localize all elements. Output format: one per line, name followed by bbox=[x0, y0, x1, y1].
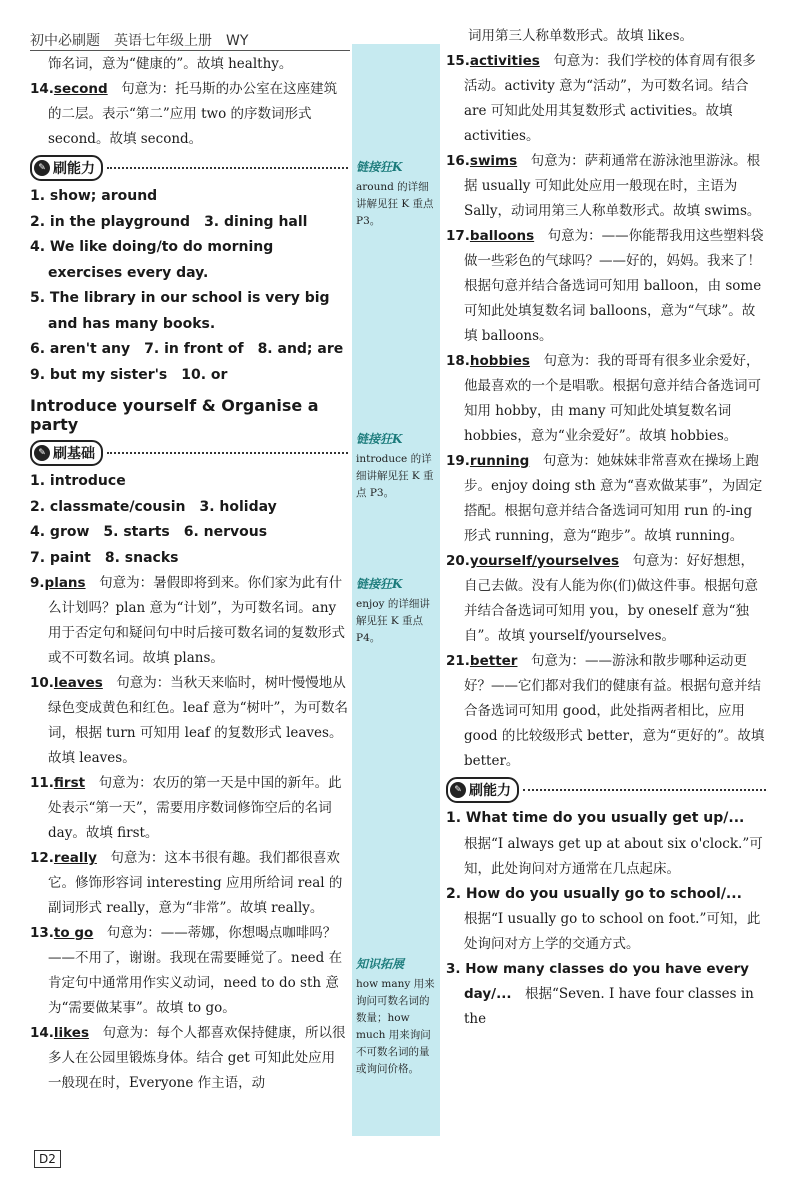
explanation: 句意为：托马斯的办公室在这座建筑的二层。表示“第二”应用 two 的序数词形式 second。故填 second。 bbox=[48, 81, 338, 147]
explanation: 句意为：农历的第一天是中国的新年。此处表示“第一天”，需要用序数词修饰空后的名词 day。故填 first。 bbox=[48, 775, 342, 841]
section-title: 刷能力 bbox=[53, 161, 95, 177]
left-column bbox=[30, 52, 348, 1096]
note-body: enjoy 的详细讲解见狂 K 重点 P4。 bbox=[356, 598, 430, 644]
answer-word: running bbox=[469, 453, 530, 469]
item-number: 16. bbox=[446, 153, 470, 169]
header-divider bbox=[30, 50, 350, 51]
explanation: 根据“I always get up at about six o'clock.”可知，此处询问对方通常在几点起床。 bbox=[464, 835, 763, 877]
explanation: 句意为：——游泳和散步哪种运动更好？——它们都对我们的健康有益。根据句意并结合备选词可知用 good，此处指两者相比，应用 good 的比较级形式 better，意为“更好的”。故填 better。 bbox=[464, 653, 765, 769]
item-number: 12. bbox=[30, 850, 54, 866]
note-title: 链接狂K bbox=[356, 432, 403, 446]
answer-line: 5. The library in our school is very big and has many books. bbox=[30, 290, 330, 332]
continued-text: 饰名词，意为“健康的”。故填 healthy。 bbox=[48, 56, 293, 72]
answer-word: first bbox=[53, 775, 86, 791]
continued-text: 词用第三人称单数形式。故填 likes。 bbox=[468, 28, 694, 44]
answer-word: plans bbox=[44, 575, 86, 591]
side-note bbox=[356, 430, 438, 502]
note-body: how many 用来询问可数名词的数量；how much 用来询问不可数名词的量或询问价格。 bbox=[356, 978, 435, 1075]
pen-icon: ✎ bbox=[450, 782, 466, 798]
answer-item bbox=[30, 1021, 348, 1096]
answer-word: balloons bbox=[469, 228, 535, 244]
explanation: 句意为：萨莉通常在游泳池里游泳。根据 usually 可知此处应用一般现在时，主语为 Sally，动词用第三人称单数形式。故填 swims。 bbox=[464, 153, 761, 219]
explanation: 句意为：每个人都喜欢保持健康，所以很多人在公园里锻炼身体。结合 get 可知此处应用一般现在时，Everyone 作主语，动 bbox=[48, 1025, 346, 1091]
answer-item bbox=[30, 846, 348, 921]
item-number: 19. bbox=[446, 453, 470, 469]
answer-item bbox=[446, 649, 766, 774]
answer-word: second bbox=[53, 81, 108, 97]
section-badge bbox=[446, 777, 519, 803]
answer-line: 1. show; around bbox=[30, 188, 158, 204]
section-badge bbox=[30, 440, 103, 466]
explanation: 句意为：她妹妹非常喜欢在操场上跑步。enjoy doing sth 意为“喜欢做某事”，为固定搭配。根据句意并结合备选词可知用 run 的-ing 形式 running，意为“跑步”。故填 running。 bbox=[464, 453, 763, 544]
answer-line: 2. classmate/cousin 3. holiday bbox=[30, 498, 277, 515]
answer-item bbox=[446, 224, 766, 349]
answer-line: 2. in the playground 3. dining hall bbox=[30, 213, 308, 230]
answer-line: 4. We like doing/to do morning exercises every day. bbox=[30, 239, 274, 281]
item-number: 11. bbox=[30, 775, 54, 791]
explanation: 根据“I usually go to school on foot.”可知，此处询问对方上学的交通方式。 bbox=[464, 911, 761, 952]
answer-line: 7. paint 8. snacks bbox=[30, 549, 179, 566]
dotted-divider bbox=[107, 452, 348, 454]
answer-word: activities bbox=[469, 53, 540, 69]
side-note bbox=[356, 575, 438, 647]
section-header bbox=[30, 155, 348, 181]
answer-line: 6. aren't any 7. in front of 8. and; are bbox=[30, 341, 344, 357]
answer-word: leaves bbox=[53, 675, 103, 691]
answer-item bbox=[446, 49, 766, 149]
answer-word: hobbies bbox=[469, 353, 530, 369]
answer-item bbox=[30, 77, 348, 152]
explanation: 句意为：我们学校的体育周有很多活动。activity 意为“活动”，为可数名词。结合 are 可知此处用其复数形式 activities。故填 activities。 bbox=[464, 53, 756, 144]
pen-icon: ✎ bbox=[34, 445, 50, 461]
side-note bbox=[356, 158, 438, 230]
explanation: 根据“Seven. I have four classes in the bbox=[464, 986, 754, 1027]
page-header: 初中必刷题 英语七年级上册 WY bbox=[30, 33, 249, 49]
answer-line: 4. grow 5. starts 6. nervous bbox=[30, 524, 268, 540]
right-column bbox=[446, 24, 766, 1032]
answer-word: yourself/yourselves bbox=[469, 553, 620, 569]
item-number: 14. bbox=[30, 1025, 54, 1041]
explanation: 句意为：——你能帮我用这些塑料袋做一些彩色的气球吗？——好的，妈妈。我来了！根据句意并结合备选词可知用 balloon，由 some 可知此处填复数名词 balloons，意为“气球”。故填 balloons。 bbox=[464, 228, 764, 344]
item-number: 10. bbox=[30, 675, 54, 691]
item-number: 17. bbox=[446, 228, 470, 244]
section-title: 刷基础 bbox=[53, 446, 95, 462]
note-title: 知识拓展 bbox=[356, 957, 405, 971]
answer-line: 3. How many classes do you have every day/... bbox=[446, 961, 749, 1002]
answer-line: 1. What time do you usually get up/... bbox=[446, 810, 745, 826]
answer-line: 9. but my sister's 10. or bbox=[30, 366, 228, 383]
answer-word: swims bbox=[469, 153, 518, 169]
explanation: 句意为：我的哥哥有很多业余爱好，他最喜欢的一个是唱歌。根据句意并结合备选词可知用 hobby，由 many 可知此处填复数名词 hobbies，意为“业余爱好”。故填 hobbies。 bbox=[464, 353, 761, 444]
page-number: D2 bbox=[34, 1150, 61, 1168]
answer-item bbox=[446, 957, 766, 1032]
item-number: 21. bbox=[446, 653, 470, 669]
note-body: introduce 的详细讲解见狂 K 重点 P3。 bbox=[356, 453, 434, 499]
answer-line: 2. How do you usually go to school/... bbox=[446, 885, 742, 902]
answer-line: 1. introduce bbox=[30, 473, 126, 489]
unit-title: Introduce yourself & Organise a party bbox=[30, 396, 319, 434]
item-number: 20. bbox=[446, 553, 470, 569]
explanation: 句意为：暑假即将到来。你们家为此有什么计划吗？plan 意为“计划”，为可数名词。any 用于否定句和疑问句中时后接可数名词的复数形式或不可数名词。故填 plans。 bbox=[48, 575, 345, 666]
dotted-divider bbox=[107, 167, 348, 169]
note-body: around 的详细讲解见狂 K 重点 P3。 bbox=[356, 181, 434, 227]
note-title: 链接狂K bbox=[356, 160, 403, 174]
answer-item bbox=[30, 921, 348, 1021]
answer-word: really bbox=[53, 850, 97, 866]
item-number: 13. bbox=[30, 925, 54, 941]
section-badge bbox=[30, 155, 103, 181]
answer-item bbox=[30, 571, 348, 671]
explanation: 句意为：这本书很有趣。我们都很喜欢它。修饰形容词 interesting 应用所给词 real 的副词形式 really，意为“非常”。故填 really。 bbox=[48, 850, 343, 916]
item-number: 9. bbox=[30, 575, 45, 591]
item-number: 18. bbox=[446, 353, 470, 369]
pen-icon: ✎ bbox=[34, 160, 50, 176]
explanation: 句意为：好好想想，自己去做。没有人能为你(们)做这件事。根据句意并结合备选词可知用 you，by oneself 意为“独自”。故填 yourself/yourselves。 bbox=[464, 553, 759, 644]
section-title: 刷能力 bbox=[469, 783, 511, 799]
answer-word: to go bbox=[53, 925, 94, 941]
explanation: 句意为：当秋天来临时，树叶慢慢地从绿色变成黄色和红色。leaf 意为“树叶”，为可数名词，根据 turn 可知用 leaf 的复数形式 leaves。故填 leaves。 bbox=[48, 675, 348, 766]
answer-item bbox=[446, 349, 766, 449]
answer-item bbox=[446, 449, 766, 549]
side-note bbox=[356, 955, 438, 1078]
section-header bbox=[30, 440, 348, 466]
answer-item bbox=[30, 771, 348, 846]
section-header bbox=[446, 777, 766, 803]
explanation: 句意为：——蒂娜，你想喝点咖啡吗？——不用了，谢谢。我现在需要睡觉了。need 在肯定句中通常用作实义动词，need to do sth 意为“需要做某事”。故填 to go。 bbox=[48, 925, 343, 1016]
note-title: 链接狂K bbox=[356, 577, 403, 591]
answer-item bbox=[446, 149, 766, 224]
dotted-divider bbox=[523, 789, 766, 791]
answer-item bbox=[446, 549, 766, 649]
answer-item bbox=[30, 671, 348, 771]
item-number: 14. bbox=[30, 81, 54, 97]
item-number: 15. bbox=[446, 53, 470, 69]
answer-word: better bbox=[469, 653, 518, 669]
answer-word: likes bbox=[53, 1025, 89, 1041]
